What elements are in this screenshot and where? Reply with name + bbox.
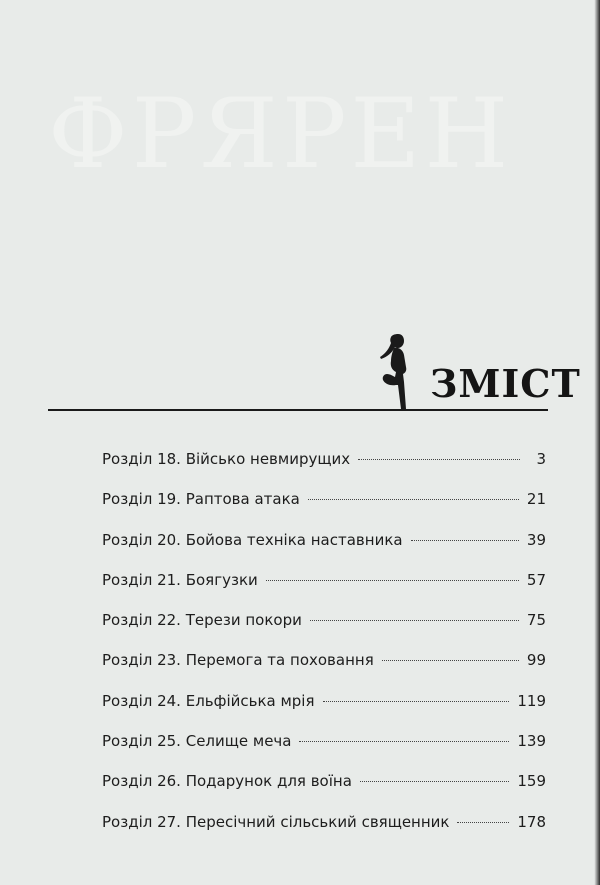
toc-entry-label: Розділ 25. Селище меча bbox=[102, 732, 292, 751]
toc-entry bbox=[102, 490, 546, 530]
toc-entry-page: 39 bbox=[526, 530, 546, 549]
toc-entry bbox=[102, 813, 546, 853]
toc-dot-leader bbox=[310, 619, 519, 621]
toc-dot-leader bbox=[266, 579, 519, 581]
toc-dot-leader bbox=[299, 740, 509, 742]
toc-entry-page: 178 bbox=[517, 812, 546, 831]
toc-entry-label: Розділ 20. Бойова техніка наставника bbox=[102, 530, 403, 549]
title-rule bbox=[48, 409, 548, 411]
toc-entry bbox=[102, 571, 546, 611]
girl-silhouette-icon bbox=[374, 330, 418, 410]
toc-entry-label: Розділ 23. Перемога та поховання bbox=[102, 651, 374, 670]
toc-dot-leader bbox=[323, 700, 510, 702]
toc-entry bbox=[102, 450, 546, 490]
toc-entry-label: Розділ 26. Подарунок для воїна bbox=[102, 772, 352, 791]
toc-entry bbox=[102, 732, 546, 772]
toc-dot-leader bbox=[360, 780, 509, 782]
toc-entry-page: 75 bbox=[526, 611, 546, 630]
toc-dot-leader bbox=[358, 458, 520, 460]
toc-entry-label: Розділ 27. Пересічний сільський священник bbox=[102, 812, 450, 831]
watermark-title: ФРЯРЕН bbox=[48, 78, 513, 190]
toc-entry-page: 119 bbox=[517, 691, 546, 710]
toc-entry-label: Розділ 24. Ельфійська мрія bbox=[102, 691, 315, 710]
page-edge-shadow bbox=[594, 0, 600, 885]
toc-list bbox=[102, 450, 546, 853]
toc-entry bbox=[102, 531, 546, 571]
toc-entry-page: 21 bbox=[526, 490, 546, 509]
toc-entry bbox=[102, 611, 546, 651]
toc-entry-page: 139 bbox=[517, 732, 546, 751]
toc-entry-page: 99 bbox=[526, 651, 546, 670]
toc-entry-page: 3 bbox=[536, 450, 546, 468]
toc-entry-page: 159 bbox=[517, 772, 546, 791]
toc-entry-label: Розділ 22. Терези покори bbox=[102, 611, 302, 630]
toc-dot-leader bbox=[457, 821, 509, 823]
toc-header bbox=[0, 330, 600, 420]
toc-dot-leader bbox=[382, 659, 519, 661]
toc-entry-label: Розділ 18. Військо невмирущих bbox=[102, 450, 351, 468]
toc-entry bbox=[102, 651, 546, 691]
toc-dot-leader bbox=[411, 539, 519, 541]
toc-entry bbox=[102, 772, 546, 812]
toc-entry-label: Розділ 21. Боягузки bbox=[102, 570, 258, 589]
toc-title: ЗМІСТ bbox=[430, 361, 581, 406]
toc-dot-leader bbox=[308, 498, 519, 500]
toc-entry bbox=[102, 692, 546, 732]
toc-entry-page: 57 bbox=[526, 570, 546, 589]
toc-entry-label: Розділ 19. Раптова атака bbox=[102, 490, 300, 509]
